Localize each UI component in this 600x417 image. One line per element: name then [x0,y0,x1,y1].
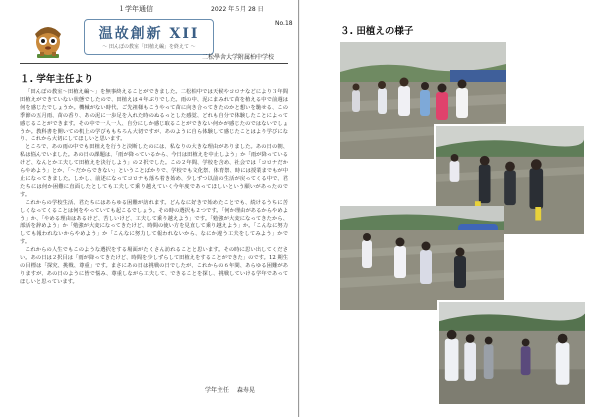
newsletter-title: 温故創新 XII [98,26,200,42]
photo-students-planting-rice [340,206,504,310]
mascot-icon [31,22,65,60]
header-divider [20,63,288,64]
article-paragraph: これからの人生でもこのような選択をする場面がたくさん訪れることと思います。その時に思い出してください。あの日は２択目は「雨が降ってきたけど、時間を少しずらして田植えをすることができた」のです。12 期生の目標は「探究、挑戦、尊重」です。まさにあの日は挑戦の日でしたが、これからの６年間、あらゆる困難がありますが、あの日のように皆で悩み、尊重しながら工夫して、できることを探し、挑戦していける学年であってほしいと思っています。 [20,247,288,285]
author-signature: 学年主任 森寿晃 [205,387,255,394]
section-heading-photos: ３. 田植えの様子 [340,26,414,37]
school-name: 二松學舍大学附属柏中学校 [202,54,275,61]
issue-date: 2022 年５月 28 日 [211,6,264,13]
article-paragraph: 「田んぼの教室～田植え編～」を無事終えることができました。二松柏中では天候やコロナなどにより３年間田植えができていない状態でしたので、田植えは４年ぶりでした。雨の中、泥にまみれて苗を植える中で前週は何を感じたでしょうか。機械がない時代、ご先祖様もこうやって苗に向き合ってきたのかと想いを馳せる、この季節の五月雨、苗の香り、あの泥に一歩足を入れた時のぬるっとした感覚、どれも自分で体験したことによって感じることができます。その中で一人一人、自分にしか感じ取ることができない何かが感じたのではないでしょうか。教科書を開いての机上の学びももちろん大切ですが、あのように自ら体験して感じたことはより学びになり、これから大切にしてほしいと思います。 [20,89,288,143]
photo-students-at-field-edge [437,300,587,406]
grade-label: １学年通信 [118,5,153,13]
article-body [20,89,288,287]
newsletter-right-page [300,0,600,417]
section-heading-message: １. 学年主任より [20,74,94,85]
newsletter-subtitle: ～ 田んぼの教室「田植え編」を終えて ～ [102,44,196,50]
article-paragraph: ところで、あの雨の中でも田植えを行うと決断したのには、私なりの大きな理由がありました。あの日の朝、私は悩んでいました。あの日の課題は、「雨が降っているから、今日は田植えを中止しよう」か「雨が降っているけど、なんとか工夫して田植えを決行しよう」の２択でした。この２年間、学校を含め、社会では「コロナだからやめよう」とか、「〜だからできない」ということばかりで、学校でも文化祭、体育祭、時には授業までもが中止になってきました。しかし、前述になってコロナも落ち着き始め、少しずつ以前の生活が戻ってくる中で、君たちには何か困難に直面したとしても工夫して乗り越えていく今年度であってほしいという願いがあったのです。 [20,144,288,198]
newsletter-title-box [84,19,214,55]
newsletter-left-page [0,0,299,417]
issue-number: No.18 [275,20,293,27]
article-paragraph: これからの学校生活、君たちにはあらゆる困難が訪れます。どんなに好きで始めたことでも、続けるうちに苦しくなってくることは何をやっていても起こるでしょう。その時の選択も２つです。「何か理由があるからやめよう」か、「やめる理由はあるけど、苦しいけど、工夫して乗り越えよう」です。「勉強が大変になってきたから、部活を辞めよう」か「勉強が大変になってきたけど、時間の使い方を見直して乗り越えよう」か。「こんなに努力しても報われないからやめよう」か「こんなに努力して報われないから、なにか違う工夫をしてみよう」かです。 [20,199,288,246]
